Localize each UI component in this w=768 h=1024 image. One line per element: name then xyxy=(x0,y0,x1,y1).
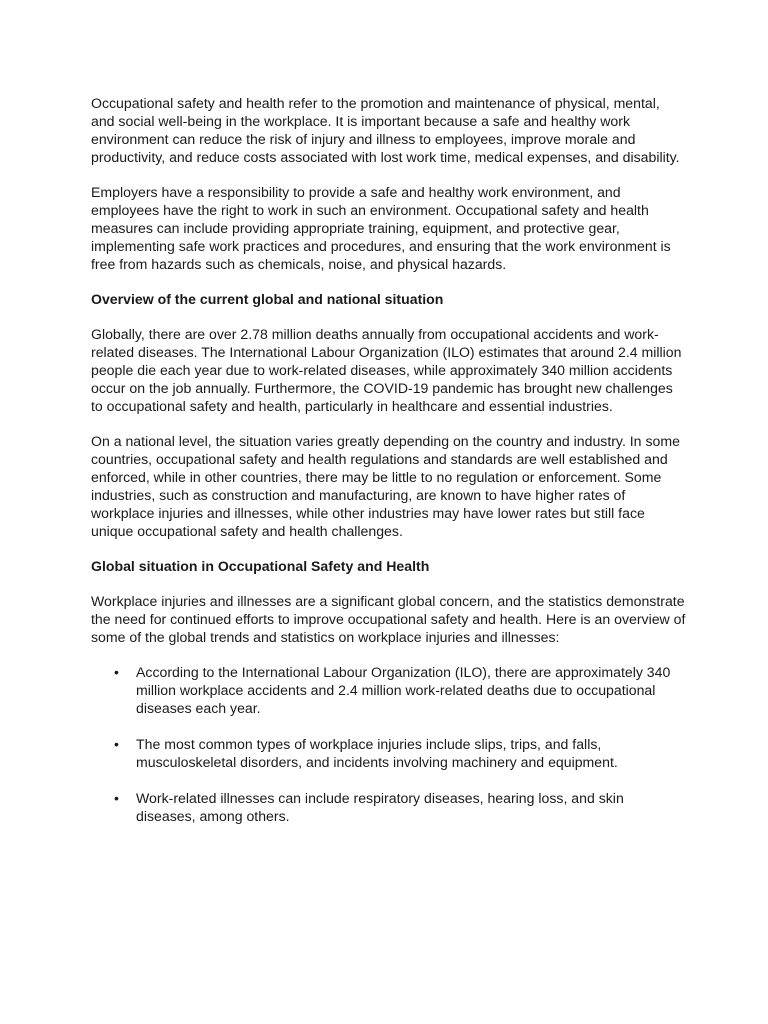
bullet-icon: • xyxy=(114,790,119,806)
global-paragraph-1: Workplace injuries and illnesses are a significant global concern, and the statistics demonstrate the need for continued efforts to improve occupational safety and health. Here is an overview of some of the global trends and statistics on workplace injuries and illnesses: xyxy=(91,593,686,645)
bullet-icon: • xyxy=(114,736,119,752)
list-item-text: The most common types of workplace injuries include slips, trips, and falls, musculoskeletal disorders, and incidents involving machinery and equipment. xyxy=(136,736,618,770)
overview-paragraph-2: On a national level, the situation varies greatly depending on the country and industry. In some countries, occupational safety and health regulations and standards are well established and enforced, while in other countries, there may be little to no regulation or enforcement. Some industries, such as construction and manufacturing, are known to have higher rates of workplace injuries and illnesses, while other industries may have lower rates but still face unique occupational safety and health challenges. xyxy=(91,433,680,539)
bullet-icon: • xyxy=(114,664,119,680)
overview-heading: Overview of the current global and national situation xyxy=(91,291,444,307)
list-item-text: Work-related illnesses can include respiratory diseases, hearing loss, and skin diseases, among others. xyxy=(136,790,624,824)
list-item xyxy=(91,663,687,717)
intro-paragraph-1: Occupational safety and health refer to the promotion and maintenance of physical, mental, and social well-being in the workplace. It is important because a safe and healthy work environment can reduce the risk of injury and illness to employees, improve morale and productivity, and reduce costs associated with lost work time, medical expenses, and disability. xyxy=(91,95,680,165)
global-heading: Global situation in Occupational Safety and Health xyxy=(91,558,430,574)
document-body xyxy=(91,94,687,843)
intro-paragraph-2: Employers have a responsibility to provide a safe and healthy work environment, and employees have the right to work in such an environment. Occupational safety and health measures can include providing appropriate training, equipment, and protective gear, implementing safe work practices and procedures, and ensuring that the work environment is free from hazards such as chemicals, noise, and physical hazards. xyxy=(91,184,671,272)
overview-paragraph-1: Globally, there are over 2.78 million deaths annually from occupational accidents and work-related diseases. The International Labour Organization (ILO) estimates that around 2.4 million people die each year due to work-related diseases, while approximately 340 million accidents occur on the job annually. Furthermore, the COVID-19 pandemic has brought new challenges to occupational safety and health, particularly in healthcare and essential industries. xyxy=(91,326,682,414)
global-bullet-list xyxy=(91,663,687,825)
list-item-text: According to the International Labour Organization (ILO), there are approximately 340 million workplace accidents and 2.4 million work-related deaths due to occupational diseases each year. xyxy=(136,664,671,716)
list-item xyxy=(91,735,687,771)
list-item xyxy=(91,789,687,825)
